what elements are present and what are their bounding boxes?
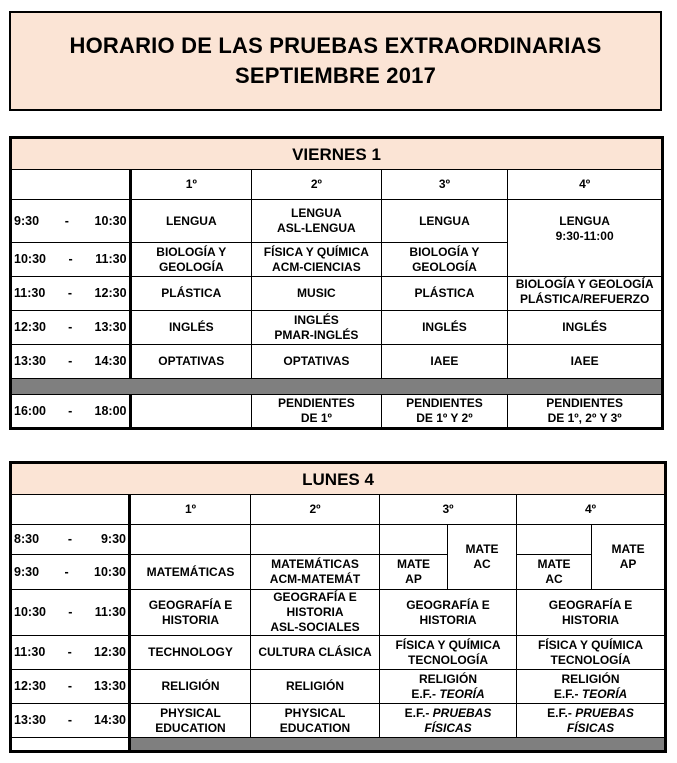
subject-cell: MUSIC: [252, 277, 382, 311]
col-header-3: 3º: [380, 495, 517, 525]
subject-cell: FÍSICA Y QUÍMICA TECNOLOGÍA: [517, 636, 666, 670]
col-header-2: 2º: [252, 170, 382, 200]
col-header-1: 1º: [130, 495, 251, 525]
table-row: [11, 200, 663, 243]
table-row: [11, 590, 666, 636]
subject-cell: CULTURA CLÁSICA: [251, 636, 380, 670]
time-cell: 10:30 - 11:30: [11, 243, 131, 277]
subject-cell: TECHNOLOGY: [130, 636, 251, 670]
time-cell: 11:30 - 12:30: [11, 277, 131, 311]
subject-cell: MATE AC: [517, 555, 592, 590]
subject-cell: [251, 525, 380, 555]
time-cell: 16:00 - 18:00: [11, 395, 131, 429]
table-row: [11, 704, 666, 738]
subject-cell: PENDIENTES DE 1º, 2º Y 3º: [508, 395, 663, 429]
day-header-row: [11, 138, 663, 170]
time-cell: 9:30 - 10:30: [11, 200, 131, 243]
subject-cell: MATEMÁTICAS: [130, 555, 251, 590]
subject-cell: [130, 395, 252, 429]
col-header-4: 4º: [508, 170, 663, 200]
table-row: [11, 670, 666, 704]
subject-cell: OPTATIVAS: [130, 345, 252, 379]
col-header-4: 4º: [517, 495, 666, 525]
time-cell: 12:30 - 13:30: [11, 670, 130, 704]
col-header-3: 3º: [381, 170, 508, 200]
subject-cell: PENDIENTES DE 1º: [252, 395, 382, 429]
subject-cell: MATEMÁTICAS ACM-MATEMÁT: [251, 555, 380, 590]
column-header-row: [11, 170, 663, 200]
subject-cell: INGLÉS: [130, 311, 252, 345]
subject-cell: LENGUA 9:30-11:00: [508, 200, 663, 277]
separator-row: [11, 738, 666, 752]
subject-cell: [517, 525, 592, 555]
subject-cell: MATE AP: [592, 525, 666, 590]
subject-cell: BIOLOGÍA Y GEOLOGÍA: [381, 243, 508, 277]
time-cell: 8:30 - 9:30: [11, 525, 130, 555]
subject-cell: RELIGIÓN: [251, 670, 380, 704]
subject-cell: LENGUA: [381, 200, 508, 243]
subject-cell: BIOLOGÍA Y GEOLOGÍA: [130, 243, 252, 277]
subject-cell: RELIGIÓN E.F.- TEORÍA: [517, 670, 666, 704]
empty-header-cell: [11, 170, 131, 200]
empty-header-cell: [11, 495, 130, 525]
separator-row: [11, 379, 663, 395]
time-cell: 10:30 - 11:30: [11, 590, 130, 636]
day-title: LUNES 4: [11, 463, 666, 495]
subject-cell: E.F.- PRUEBAS FÍSICAS: [517, 704, 666, 738]
title-line-1: HORARIO DE LAS PRUEBAS EXTRAORDINARIAS: [69, 33, 602, 58]
subject-cell: GEOGRAFÍA E HISTORIA: [517, 590, 666, 636]
subject-cell: OPTATIVAS: [252, 345, 382, 379]
table-row: [11, 395, 663, 429]
column-header-row: [11, 495, 666, 525]
subject-cell: E.F.- PRUEBAS FÍSICAS: [380, 704, 517, 738]
subject-cell: MATE AC: [448, 525, 517, 590]
table-row: [11, 636, 666, 670]
day-header-row: [11, 463, 666, 495]
subject-cell: RELIGIÓN E.F.- TEORÍA: [380, 670, 517, 704]
subject-cell: PHYSICAL EDUCATION: [130, 704, 251, 738]
subject-cell: [130, 525, 251, 555]
subject-cell: PHYSICAL EDUCATION: [251, 704, 380, 738]
table-row: [11, 345, 663, 379]
time-cell: 9:30 - 10:30: [11, 555, 130, 590]
subject-cell: GEOGRAFÍA E HISTORIA: [130, 590, 251, 636]
empty-cell: [11, 738, 130, 752]
subject-cell: FÍSICA Y QUÍMICA TECNOLOGÍA: [380, 636, 517, 670]
subject-cell: MATE AP: [380, 555, 448, 590]
subject-cell: INGLÉS PMAR-INGLÉS: [252, 311, 382, 345]
subject-cell: IAEE: [508, 345, 663, 379]
subject-cell: FÍSICA Y QUÍMICA ACM-CIENCIAS: [252, 243, 382, 277]
day-title: VIERNES 1: [11, 138, 663, 170]
col-header-2: 2º: [251, 495, 380, 525]
time-cell: 13:30 - 14:30: [11, 704, 130, 738]
document-title: [9, 11, 662, 111]
viernes-schedule-table: [9, 136, 664, 430]
subject-cell: GEOGRAFÍA E HISTORIA ASL-SOCIALES: [251, 590, 380, 636]
subject-cell: INGLÉS: [381, 311, 508, 345]
subject-cell: PENDIENTES DE 1º Y 2º: [381, 395, 508, 429]
subject-cell: INGLÉS: [508, 311, 663, 345]
lunes-schedule-table: [9, 461, 667, 753]
separator-bar: [11, 379, 663, 395]
col-header-1: 1º: [130, 170, 252, 200]
title-line-2: SEPTIEMBRE 2017: [234, 63, 437, 88]
table-row: [11, 555, 666, 590]
subject-cell: LENGUA: [130, 200, 252, 243]
separator-bar: [130, 738, 666, 752]
subject-cell: GEOGRAFÍA E HISTORIA: [380, 590, 517, 636]
subject-cell: IAEE: [381, 345, 508, 379]
table-row: [11, 525, 666, 555]
table-row: [11, 311, 663, 345]
subject-cell: PLÁSTICA: [130, 277, 252, 311]
subject-cell: RELIGIÓN: [130, 670, 251, 704]
subject-cell: [380, 525, 448, 555]
subject-cell: BIOLOGÍA Y GEOLOGÍA PLÁSTICA/REFUERZO: [508, 277, 663, 311]
table-row: [11, 277, 663, 311]
time-cell: 11:30 - 12:30: [11, 636, 130, 670]
time-cell: 12:30 - 13:30: [11, 311, 131, 345]
subject-cell: PLÁSTICA: [381, 277, 508, 311]
subject-cell: LENGUA ASL-LENGUA: [252, 200, 382, 243]
time-cell: 13:30 - 14:30: [11, 345, 131, 379]
